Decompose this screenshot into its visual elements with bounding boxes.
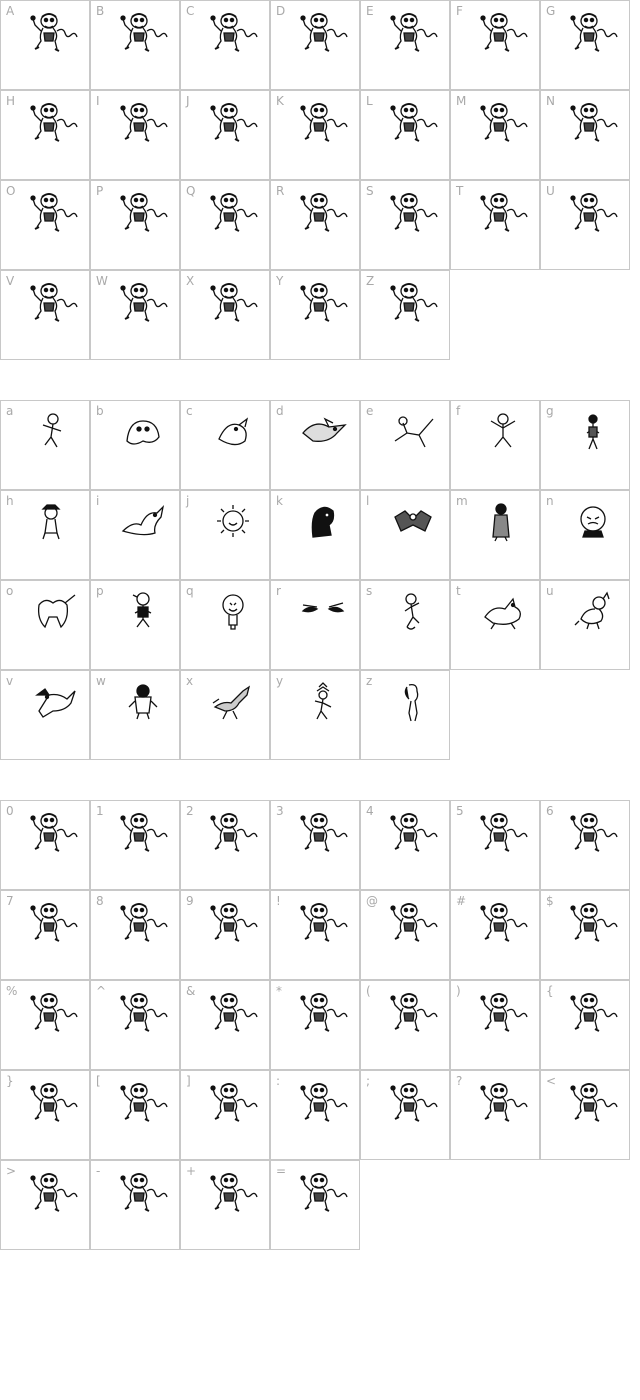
glyph-cell (450, 800, 540, 890)
standing-figure-icon (569, 411, 619, 453)
glyph-cell (180, 490, 270, 580)
glyph-cell (270, 0, 360, 90)
glyph-cell (540, 580, 630, 670)
cartoon-character-icon (479, 811, 529, 853)
cartoon-character-icon (299, 11, 349, 53)
cartoon-character-icon (569, 811, 619, 853)
glyph-cell (450, 580, 540, 670)
cartoon-character-icon (569, 991, 619, 1033)
glyph-cell (540, 980, 630, 1070)
glyph-label: 0 (6, 804, 14, 818)
glyph-cell (180, 400, 270, 490)
glyph-label: 3 (276, 804, 284, 818)
glyph-cell (270, 400, 360, 490)
glyph-cell (0, 400, 90, 490)
glyph-cell (360, 180, 450, 270)
glyph-label: # (456, 894, 467, 908)
glyph-label: Q (186, 184, 196, 198)
cartoon-character-icon (119, 1081, 169, 1123)
glyph-label: O (6, 184, 16, 198)
glyph-label: v (6, 674, 14, 688)
glyph-label: S (366, 184, 374, 198)
glyph-label: s (366, 584, 373, 598)
cartoon-character-icon (389, 991, 439, 1033)
cartoon-character-icon (299, 191, 349, 233)
glyph-cell (180, 890, 270, 980)
glyph-label: ! (276, 894, 281, 908)
glyph-cell (180, 670, 270, 760)
glyph-cell (180, 580, 270, 670)
glyph-cell (270, 1070, 360, 1160)
glyph-cell (0, 980, 90, 1070)
stretching-figure-icon (389, 411, 439, 453)
cartoon-character-icon (299, 1081, 349, 1123)
glyph-cell (180, 0, 270, 90)
glyph-cell (0, 890, 90, 980)
cartoon-character-icon (479, 11, 529, 53)
glyph-cell (180, 980, 270, 1070)
glyph-label: q (186, 584, 194, 598)
caveman-icon (479, 501, 529, 543)
glyph-cell (450, 90, 540, 180)
glyph-cell (0, 270, 90, 360)
glyph-cell (450, 980, 540, 1070)
cartoon-character-icon (299, 1171, 349, 1213)
glyph-cell (450, 400, 540, 490)
glyph-label: b (96, 404, 104, 418)
cartoon-character-icon (29, 101, 79, 143)
glyph-label: T (456, 184, 464, 198)
glyph-cell (90, 0, 180, 90)
glyph-label: 1 (96, 804, 104, 818)
glyph-label: 4 (366, 804, 374, 818)
glyph-label: a (6, 404, 14, 418)
glyph-label: l (366, 494, 370, 508)
cartoon-character-icon (29, 1171, 79, 1213)
glyph-cell (90, 1160, 180, 1250)
glyph-label: K (276, 94, 284, 108)
glyph-label: k (276, 494, 283, 508)
glyph-cell (270, 800, 360, 890)
angry-eyes-icon (299, 591, 349, 633)
glyph-label: e (366, 404, 374, 418)
glyph-label: M (456, 94, 467, 108)
cartoon-character-icon (29, 991, 79, 1033)
glyph-label: i (96, 494, 100, 508)
glyph-cell (180, 270, 270, 360)
cartoon-character-icon (209, 1081, 259, 1123)
glyph-label: : (276, 1074, 281, 1088)
cartoon-character-icon (209, 281, 259, 323)
cartoon-character-icon (389, 811, 439, 853)
cartoon-character-icon (209, 991, 259, 1033)
crystal-ball-icon (569, 501, 619, 543)
glyph-label: n (546, 494, 554, 508)
glyph-cell (270, 270, 360, 360)
glyph-label: A (6, 4, 15, 18)
glyph-cell (270, 890, 360, 980)
cartoon-character-icon (479, 991, 529, 1033)
cartoon-character-icon (209, 191, 259, 233)
glyph-cell (360, 800, 450, 890)
cartoon-character-icon (479, 101, 529, 143)
glyph-label: B (96, 4, 105, 18)
glyph-cell (450, 1070, 540, 1160)
glyph-cell (270, 670, 360, 760)
glyph-label: U (546, 184, 555, 198)
glyph-cell (90, 670, 180, 760)
glyph-cell (90, 400, 180, 490)
glyph-label: j (186, 494, 190, 508)
glyph-label: 9 (186, 894, 194, 908)
glyph-label: ] (186, 1074, 191, 1088)
cartoon-character-icon (29, 191, 79, 233)
cartoon-character-icon (389, 281, 439, 323)
glyph-label: % (6, 984, 18, 998)
walking-bird-icon (119, 591, 169, 633)
glyph-label: E (366, 4, 374, 18)
cartoon-character-icon (119, 281, 169, 323)
jumping-figure-icon (479, 411, 529, 453)
glyph-label: 6 (546, 804, 554, 818)
glyph-label: - (96, 1164, 101, 1178)
glyph-cell (180, 1070, 270, 1160)
glyph-label: > (6, 1164, 17, 1178)
glyph-label: G (546, 4, 556, 18)
glyph-cell (450, 490, 540, 580)
cartoon-character-icon (119, 901, 169, 943)
glyph-label: R (276, 184, 285, 198)
glyph-label: m (456, 494, 468, 508)
glyph-label: + (186, 1164, 197, 1178)
glyph-cell (360, 1070, 450, 1160)
stork-icon (209, 681, 259, 723)
bird-icon (209, 411, 259, 453)
glyph-label: X (186, 274, 195, 288)
glyph-label: y (276, 674, 284, 688)
glyph-cell (0, 1160, 90, 1250)
glyph-label: u (546, 584, 554, 598)
cartoon-character-icon (29, 11, 79, 53)
glyph-label: F (456, 4, 463, 18)
glyph-cell (360, 670, 450, 760)
glyph-label: d (276, 404, 284, 418)
glyph-cell (450, 890, 540, 980)
cartoon-character-icon (209, 101, 259, 143)
glyph-label: w (96, 674, 106, 688)
glyph-label: r (276, 584, 281, 598)
cartoon-character-icon (29, 1081, 79, 1123)
glyph-cell (180, 180, 270, 270)
glyph-label: * (276, 984, 282, 998)
glyph-cell (360, 490, 450, 580)
glyph-cell (270, 90, 360, 180)
glyph-label: J (186, 94, 190, 108)
glyph-cell (360, 890, 450, 980)
glyph-label: x (186, 674, 194, 688)
glyph-label: { (546, 984, 554, 998)
glyph-label: D (276, 4, 286, 18)
cartoon-character-icon (299, 901, 349, 943)
glyph-cell (360, 400, 450, 490)
glyph-cell (90, 180, 180, 270)
cartoon-character-icon (209, 11, 259, 53)
lightbulb-icon (209, 591, 259, 633)
cartoon-character-icon (389, 1081, 439, 1123)
glyph-cell (270, 1160, 360, 1250)
wolf-icon (479, 591, 529, 633)
glyph-label: [ (96, 1074, 101, 1088)
dancer-icon (389, 591, 439, 633)
glyph-cell (90, 270, 180, 360)
glyph-cell (360, 980, 450, 1070)
glyph-cell (0, 580, 90, 670)
rooster-icon (569, 591, 619, 633)
glyph-cell (360, 90, 450, 180)
glyph-label: P (96, 184, 104, 198)
glyph-cell (540, 490, 630, 580)
glyph-label: o (6, 584, 14, 598)
glyph-cell (180, 90, 270, 180)
cartoon-character-icon (29, 901, 79, 943)
glyph-cell (90, 90, 180, 180)
glyph-label: p (96, 584, 104, 598)
eagle-icon (299, 411, 349, 453)
cartoon-character-icon (119, 1171, 169, 1213)
glyph-cell (180, 800, 270, 890)
glyph-cell (270, 980, 360, 1070)
glyph-cell (360, 0, 450, 90)
glyph-label: Z (366, 274, 375, 288)
glyph-label: 2 (186, 804, 194, 818)
glyph-label: C (186, 4, 195, 18)
tooth-icon (29, 591, 79, 633)
glyph-cell (450, 0, 540, 90)
glyph-cell (540, 0, 630, 90)
glyph-label: } (6, 1074, 14, 1088)
cartoon-character-icon (389, 191, 439, 233)
cartoon-character-icon (209, 901, 259, 943)
glyph-label: g (546, 404, 554, 418)
glyph-label: I (96, 94, 100, 108)
glyph-cell (540, 800, 630, 890)
feathered-figure-icon (299, 681, 349, 723)
glyph-label: ; (366, 1074, 371, 1088)
glyph-label: 7 (6, 894, 14, 908)
glyph-cell (270, 580, 360, 670)
cartoon-character-icon (209, 1171, 259, 1213)
glyph-label: = (276, 1164, 287, 1178)
dragon-icon (119, 501, 169, 543)
cartoon-character-icon (119, 991, 169, 1033)
glyph-cell (450, 180, 540, 270)
cartoon-character-icon (299, 991, 349, 1033)
cartoon-character-icon (389, 101, 439, 143)
cartoon-character-icon (569, 101, 619, 143)
cartoon-character-icon (119, 11, 169, 53)
pinup-figure-icon (389, 681, 439, 723)
cartoon-character-icon (569, 1081, 619, 1123)
cartoon-character-icon (569, 11, 619, 53)
cook-icon (119, 681, 169, 723)
cartoon-character-icon (29, 281, 79, 323)
glyph-cell (0, 800, 90, 890)
cartoon-character-icon (119, 191, 169, 233)
ghost-icon (119, 411, 169, 453)
glyph-label: $ (546, 894, 554, 908)
glyph-cell (270, 180, 360, 270)
glyph-cell (90, 800, 180, 890)
glyph-cell (0, 180, 90, 270)
cartoon-character-icon (119, 101, 169, 143)
glyph-label: ^ (96, 984, 107, 998)
cartoon-character-icon (209, 811, 259, 853)
glyph-label: ( (366, 984, 371, 998)
glyph-cell (90, 490, 180, 580)
glyph-label: W (96, 274, 108, 288)
cartoon-character-icon (569, 901, 619, 943)
cartoon-character-icon (389, 11, 439, 53)
profile-head-icon (299, 501, 349, 543)
glyph-cell (540, 90, 630, 180)
glyph-label: c (186, 404, 193, 418)
glyph-cell (0, 90, 90, 180)
sun-icon (209, 501, 259, 543)
glyph-label: t (456, 584, 461, 598)
glyph-label: z (366, 674, 373, 688)
glyph-cell (90, 890, 180, 980)
glyph-cell (360, 580, 450, 670)
glyph-cell (90, 980, 180, 1070)
glyph-cell (90, 1070, 180, 1160)
cartoon-character-icon (569, 191, 619, 233)
cartoon-character-icon (479, 901, 529, 943)
glyph-label: ) (456, 984, 461, 998)
glyph-label: ? (456, 1074, 463, 1088)
running-figure-icon (29, 411, 79, 453)
glyph-label: H (6, 94, 16, 108)
glyph-label: @ (366, 894, 378, 908)
glyph-label: L (366, 94, 373, 108)
cartoon-character-icon (479, 1081, 529, 1123)
glyph-label: h (6, 494, 14, 508)
glyph-cell (540, 1070, 630, 1160)
glyph-label: Y (276, 274, 284, 288)
glyph-cell (540, 400, 630, 490)
glyph-cell (360, 270, 450, 360)
glyph-label: N (546, 94, 555, 108)
glyph-cell (0, 1070, 90, 1160)
cartoon-character-icon (389, 901, 439, 943)
bat-icon (389, 501, 439, 543)
cartoon-character-icon (119, 811, 169, 853)
glyph-label: 5 (456, 804, 464, 818)
cartoon-character-icon (299, 101, 349, 143)
glyph-cell (0, 670, 90, 760)
glyph-label: & (186, 984, 196, 998)
glyph-label: < (546, 1074, 557, 1088)
cartoon-character-icon (299, 811, 349, 853)
glyph-cell (540, 180, 630, 270)
glyph-cell (180, 1160, 270, 1250)
glyph-cell (90, 580, 180, 670)
fox-icon (29, 681, 79, 723)
glyph-cell (270, 490, 360, 580)
glyph-label: f (456, 404, 461, 418)
cartoon-character-icon (29, 811, 79, 853)
glyph-cell (540, 890, 630, 980)
glyph-label: V (6, 274, 15, 288)
glyph-cell (0, 0, 90, 90)
cartoon-character-icon (299, 281, 349, 323)
pirate-icon (29, 501, 79, 543)
glyph-cell (0, 490, 90, 580)
cartoon-character-icon (479, 191, 529, 233)
glyph-label: 8 (96, 894, 104, 908)
